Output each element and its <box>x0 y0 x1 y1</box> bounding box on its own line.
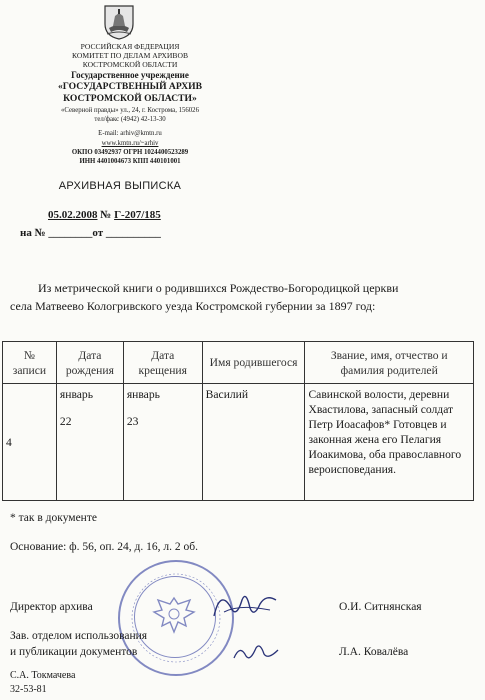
register-table <box>2 341 474 501</box>
archive-basis: Основание: ф. 56, оп. 24, д. 16, л. 2 об. <box>10 541 198 553</box>
intro-line: Из метрической книги о родившихся Рождество-Богородицкой церкви <box>38 281 399 295</box>
header-codes: ОКПО 03492937 ОГРН 1024400523289 <box>71 149 189 156</box>
head-title: Зав. отделом использования <box>10 630 148 642</box>
header-archive-name: «ГОСУДАРСТВЕННЫЙ АРХИВ <box>57 81 203 92</box>
parents-info: Савинской волости, деревни Хвастилова, запасный солдат Петр Иоасафов* Готовцев и законная жена его Пелагия Иоакимова, оба православного вероисповедания. <box>305 384 474 501</box>
header-phone: тел/факс (4942) 42-13-30 <box>94 116 166 123</box>
header-address: «Северной правды» ул., 24, г. Кострома, 156026 <box>61 107 199 114</box>
head-name: Л.А. Ковалёва <box>339 646 409 658</box>
child-name: Василий <box>202 384 305 501</box>
header-website: www.kmtn.ru/~arhiv <box>101 140 159 147</box>
header-line: КОСТРОМСКОЙ ОБЛАСТИ <box>82 60 178 69</box>
document-title: АРХИВНАЯ ВЫПИСКА <box>58 180 182 192</box>
reference-line: на № ________от __________ <box>20 227 161 239</box>
eagle-emblem-icon <box>148 592 200 638</box>
head-signature-icon <box>232 640 282 664</box>
document-number <box>48 209 161 221</box>
table-row <box>3 384 474 501</box>
intro-line: села Матвеево Кологривского уезда Костромской губернии за 1897 год: <box>10 299 376 313</box>
header-institution: Государственное учреждение <box>71 70 189 80</box>
baptism-day: 23 <box>126 415 139 428</box>
record-number: 4 <box>3 384 57 501</box>
executor-phone: 32-53-81 <box>10 684 47 695</box>
header-email: E-mail: arhiv@kmtn.ru <box>98 130 162 137</box>
table-header-row <box>3 342 474 384</box>
header-line: КОМИТЕТ ПО ДЕЛАМ АРХИВОВ <box>71 51 189 60</box>
birth-date <box>56 384 123 501</box>
director-name: О.И. Ситнянская <box>339 601 422 613</box>
coat-of-arms-icon <box>103 4 135 40</box>
column-header: Звание, имя, отчество и фамилия родителей <box>305 342 474 384</box>
header-archive-name: КОСТРОМСКОЙ ОБЛАСТИ» <box>63 93 197 104</box>
column-header: Имя родившегося <box>202 342 305 384</box>
director-signature-icon <box>210 586 280 626</box>
baptism-month: январь <box>126 388 160 401</box>
footnote: * так в документе <box>10 512 97 524</box>
header-codes: ИНН 4401004673 КПП 440101001 <box>79 158 181 165</box>
column-header: Дата рождения <box>56 342 123 384</box>
director-title: Директор архива <box>10 601 93 613</box>
column-header: № записи <box>3 342 57 384</box>
baptism-date <box>123 384 202 501</box>
document-reg-number: Г-207/185 <box>114 209 161 221</box>
executor-name: С.А. Токмачева <box>10 670 76 681</box>
header-line: РОССИЙСКАЯ ФЕДЕРАЦИЯ <box>80 42 180 51</box>
column-header: Дата крещения <box>123 342 202 384</box>
document-date: 05.02.2008 <box>48 209 98 221</box>
birth-month: январь <box>59 388 93 401</box>
birth-day: 22 <box>59 415 72 428</box>
head-title: и публикации документов <box>10 646 138 658</box>
number-sign: № <box>100 209 112 221</box>
